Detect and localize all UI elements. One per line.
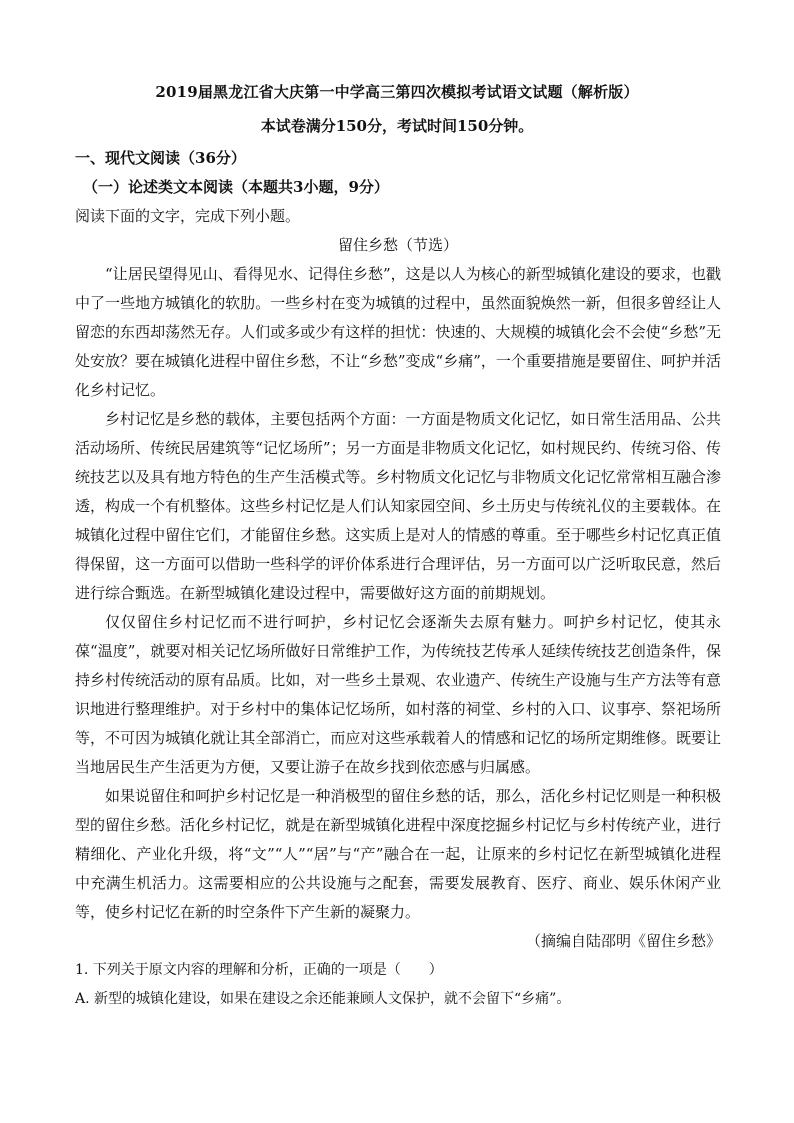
article-title: 留住乡愁（节选） — [337, 236, 458, 254]
section-heading: 一、现代文阅读（36分） — [75, 149, 246, 167]
article-source: （摘编自陆邵明《留住乡愁》 — [525, 932, 721, 950]
question-stem: 1. 下列关于原文内容的理解和分析，正确的一项是（ ） — [75, 962, 443, 978]
article-paragraph-1: “让居民望得见山、看得见水、记得住乡愁”，这是以人为核心的新型城镇化建设的要求，也戳中了一些地方城镇化的软肋。一些乡村在变为城镇的过程中，虽然面貌焕然一新，但很多曾经让人留恋的东西却荡然无存。人们或多或少有这样的担忧：快速的、大规模的城镇化会不会使“乡愁”无处安放？要在城镇化进程中留住乡愁，不让“乡愁”变成“乡痛”，一个重要措施是要留住、呵护并活化乡村记忆。 — [75, 265, 721, 399]
exam-info: 本试卷满分150分，考试时间150分钟。 — [260, 117, 534, 135]
document-body — [75, 144, 721, 1014]
reading-instruction: 阅读下面的文字，完成下列小题。 — [75, 207, 301, 225]
article-paragraph-3: 仅仅留住乡村记忆而不进行呵护，乡村记忆会逐渐失去原有魅力。呵护乡村记忆，使其永葆“温度”，就要对相关记忆场所做好日常维护工作，为传统技艺传承人延续传统技艺创造条件，保持乡村传统活动的原有品质。比如，对一些乡土景观、农业遗产、传统生产设施与生产方法等有意识地进行整理维护。对于乡村中的集体记忆场所，如村落的祠堂、乡村的入口、议事亭、祭祀场所等，不可因为城镇化就让其全部消亡，而应对这些承载着人的情感和记忆的场所定期维修。既要让当地居民生产生活更为方便，又要让游子在故乡找到依恋感与归属感。 — [75, 613, 721, 776]
article-paragraph-4: 如果说留住和呵护乡村记忆是一种消极型的留住乡愁的话，那么，活化乡村记忆则是一种积极型的留住乡愁。活化乡村记忆，就是在新型城镇化进程中深度挖掘乡村记忆与乡村传统产业，进行精细化、产业化升级，将“文”“人”“居”与“产”融合在一起，让原来的乡村记忆在新型城镇化进程中充满生机活力。这需要相应的公共设施与之配套，需要发展教育、医疗、商业、娱乐休闲产业等，使乡村记忆在新的时空条件下产生新的凝聚力。 — [75, 787, 721, 921]
article-paragraph-2: 乡村记忆是乡愁的载体，主要包括两个方面：一方面是物质文化记忆，如日常生活用品、公共活动场所、传统民居建筑等“记忆场所”；另一方面是非物质文化记忆，如村规民约、传统习俗、传统技艺以及具有地方特色的生产生活模式等。乡村物质文化记忆与非物质文化记忆常常相互融合渗透，构成一个有机整体。这些乡村记忆是人们认知家园空间、乡土历史与传统礼仪的主要载体。在城镇化过程中留住它们，才能留住乡愁。这实质上是对人的情感的尊重。至于哪些乡村记忆真正值得保留，这一方面可以借助一些科学的评价体系进行合理评估，另一方面可以广泛听取民意，然后进行综合甄选。在新型城镇化建设过程中，需要做好这方面的前期规划。 — [75, 410, 721, 602]
document-title: 2019届黑龙江省大庆第一中学高三第四次模拟考试语文试题（解析版） — [155, 83, 639, 101]
subsection-heading: （一）论述类文本阅读（本题共3小题，9分） — [83, 178, 389, 196]
answer-option-a: A. 新型的城镇化建设，如果在建设之余还能兼顾人文保护，就不会留下“乡痛”。 — [75, 991, 571, 1007]
